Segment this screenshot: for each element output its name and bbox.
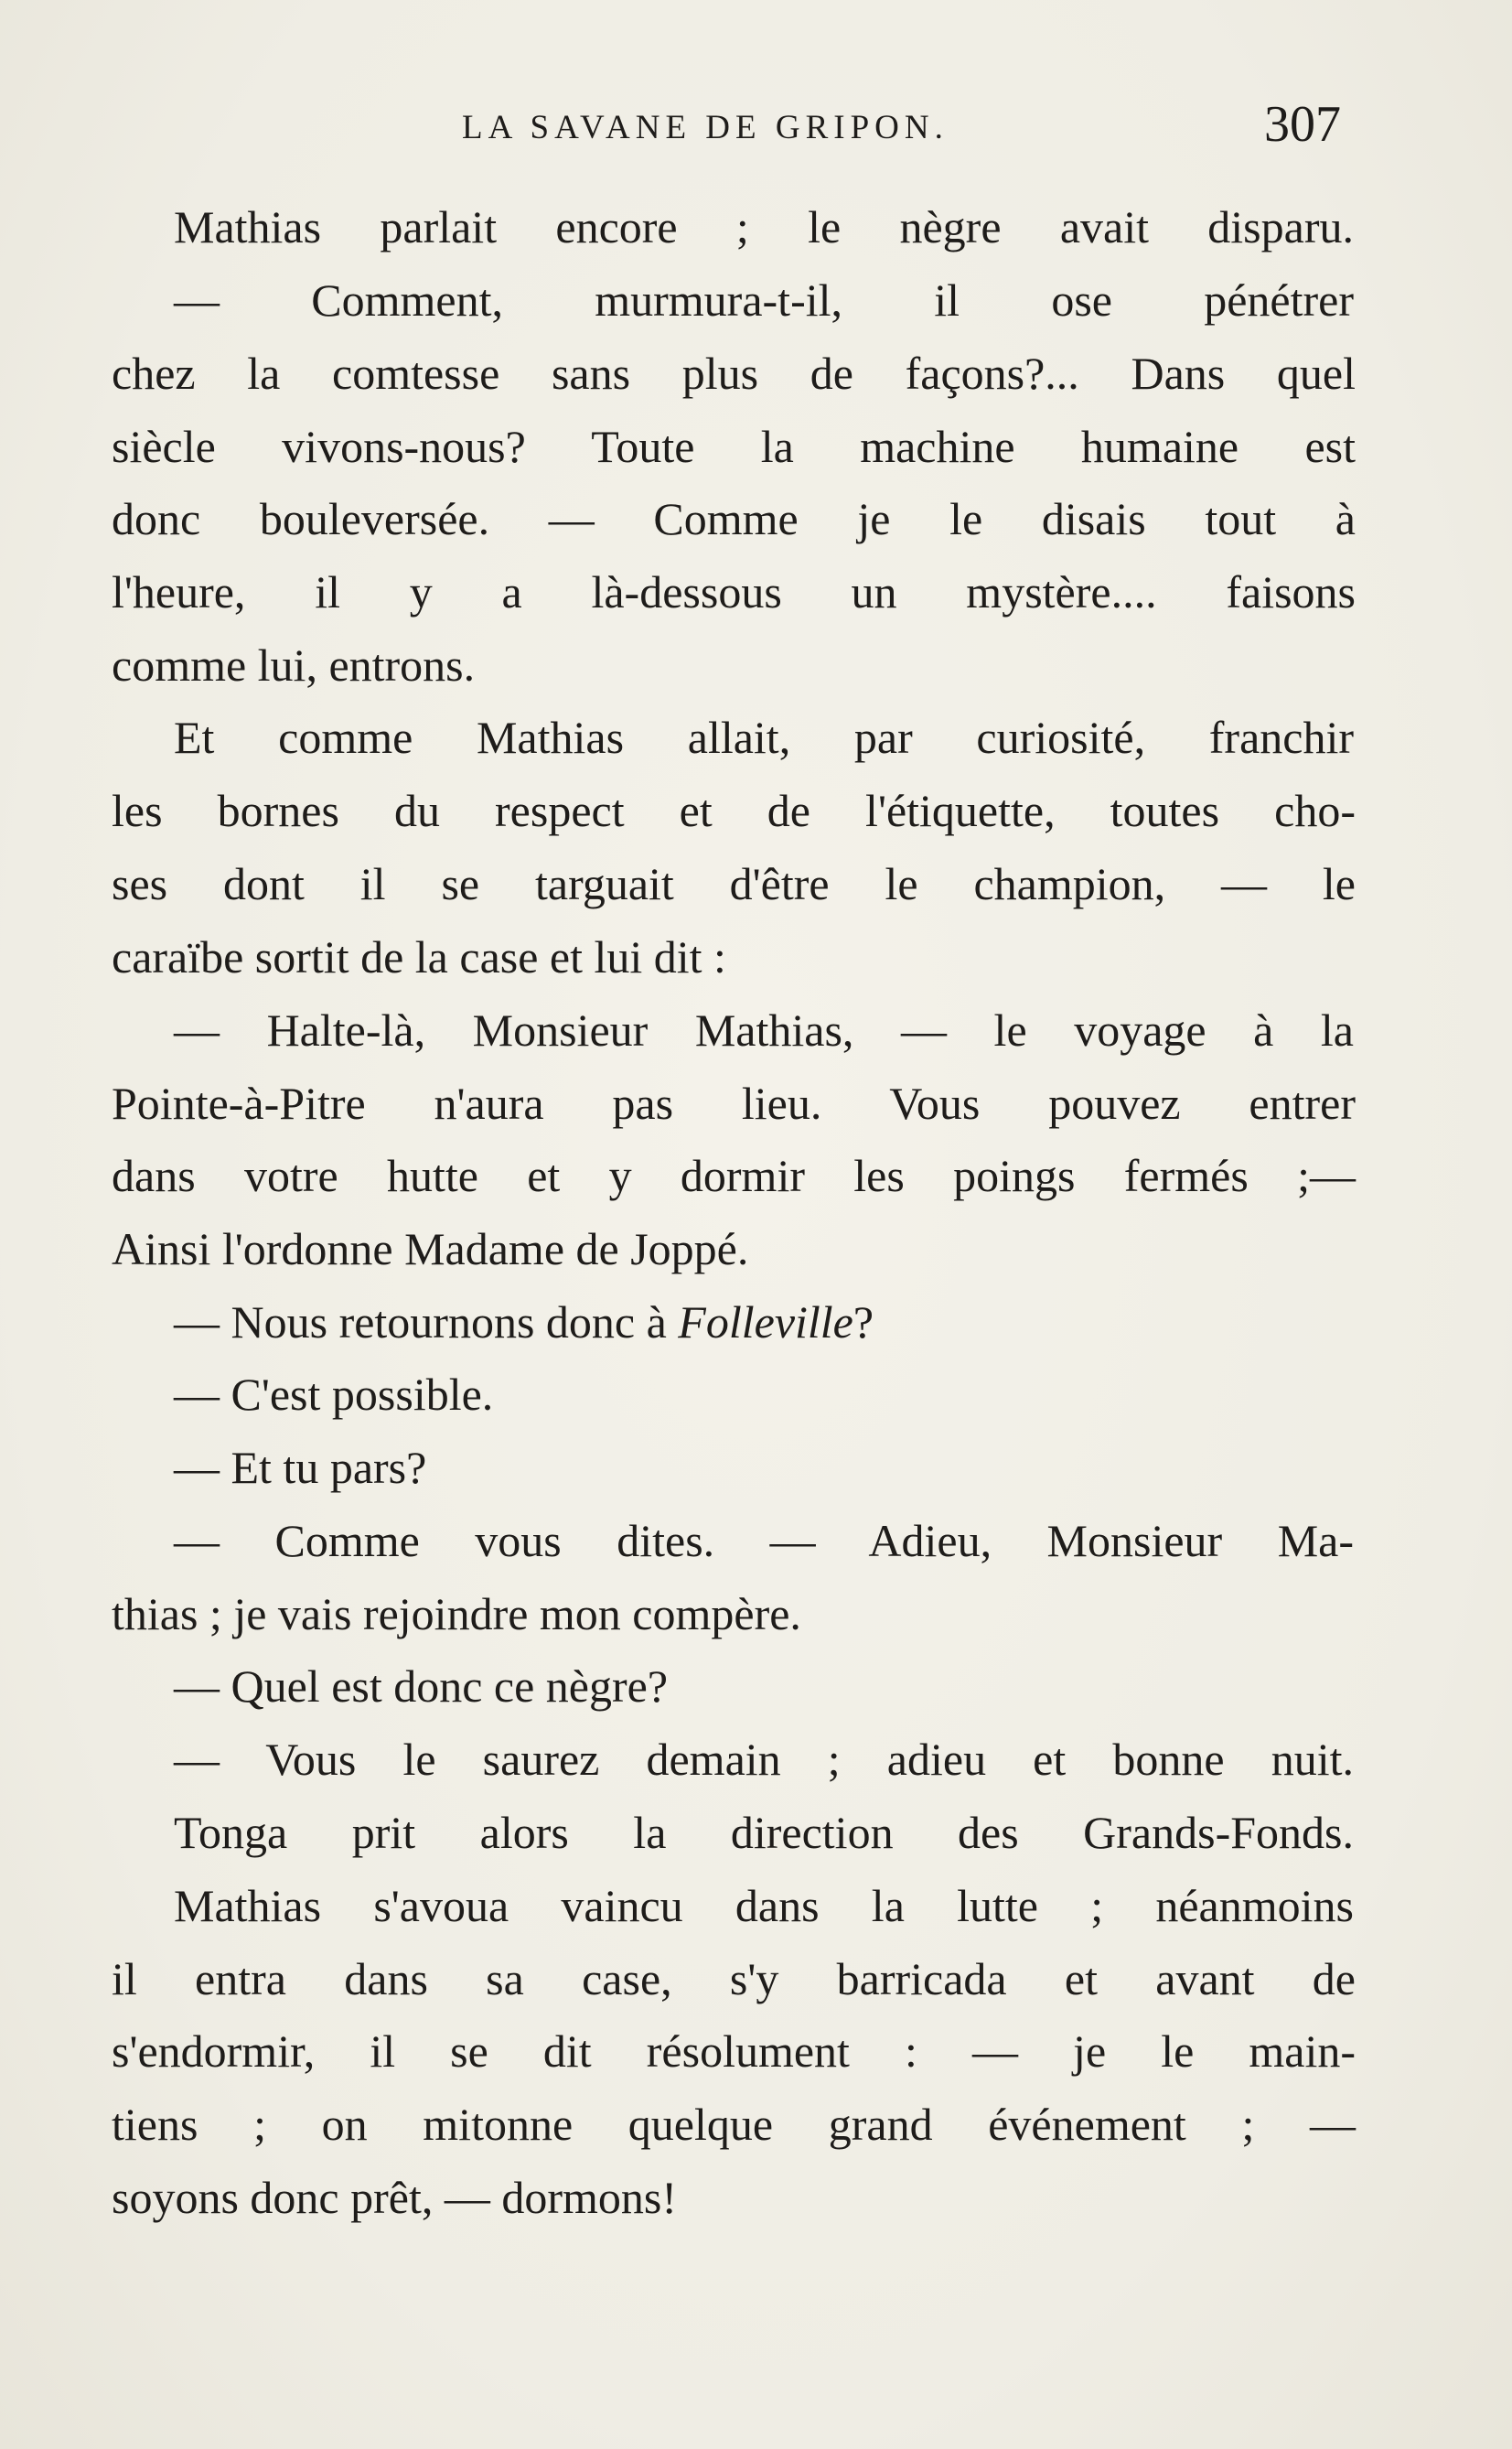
text-line: — Et tu pars? [174,1442,427,1493]
text-line: Pointe-à-Pitre n'aura pas lieu. Vous pouvez entrer [112,1078,1356,1129]
text-line: donc bouleversée. — Comme je le disais tout à [112,493,1356,544]
text-line: — Comment, murmura-t-il, il ose pénétrer [174,274,1354,326]
text-line: dans votre hutte et y dormir les poings fermés ;— [112,1150,1356,1201]
text-line: — C'est possible. [174,1369,494,1420]
running-title: LA SAVANE DE GRIPON. [462,109,949,146]
text-line: Et comme Mathias allait, par curiosité, franchir [174,712,1354,763]
text-line: — Comme vous dites. — Adieu, Monsieur Ma- [174,1515,1354,1566]
text-line: il entra dans sa case, s'y barricada et avant de [112,1953,1356,2004]
text-line: — Vous le saurez demain ; adieu et bonne nuit. [174,1734,1354,1785]
text-line: soyons donc prêt, — dormons! [112,2172,677,2223]
text-line: ses dont il se targuait d'être le champion, — le [112,858,1356,909]
text-line: Ainsi l'ordonne Madame de Joppé. [112,1223,749,1274]
text-line: Tonga prit alors la direction des Grands-Fonds. [174,1807,1354,1858]
text-line: Mathias parlait encore ; le nègre avait disparu. [174,201,1354,252]
text-line: siècle vivons-nous? Toute la machine humaine est [112,421,1356,472]
text-line: s'endormir, il se dit résolument : — je le main- [112,2025,1356,2077]
text-fragment: — Nous retournons donc à [174,1296,667,1348]
place-name-italic: Folleville [678,1296,853,1348]
text-line [174,1294,1354,1349]
text-line: caraïbe sortit de la case et lui dit : [112,931,726,983]
page-number: 307 [1264,96,1341,153]
text-line: — Halte-là, Monsieur Mathias, — le voyage à la [174,1004,1354,1056]
text-line: comme lui, entrons. [112,639,476,691]
text-line: chez la comtesse sans plus de façons?... Dans quel [112,348,1356,399]
text-line: Mathias s'avoua vaincu dans la lutte ; néanmoins [174,1880,1354,1931]
text-line: les bornes du respect et de l'étiquette, toutes cho- [112,785,1356,836]
text-line: — Quel est donc ce nègre? [174,1660,669,1712]
text-line: thias ; je vais rejoindre mon compère. [112,1588,801,1639]
text-fragment: ? [853,1296,874,1348]
text-line: tiens ; on mitonne quelque grand événement ; — [112,2099,1356,2150]
text-line: l'heure, il y a là-dessous un mystère.... faisons [112,566,1356,618]
